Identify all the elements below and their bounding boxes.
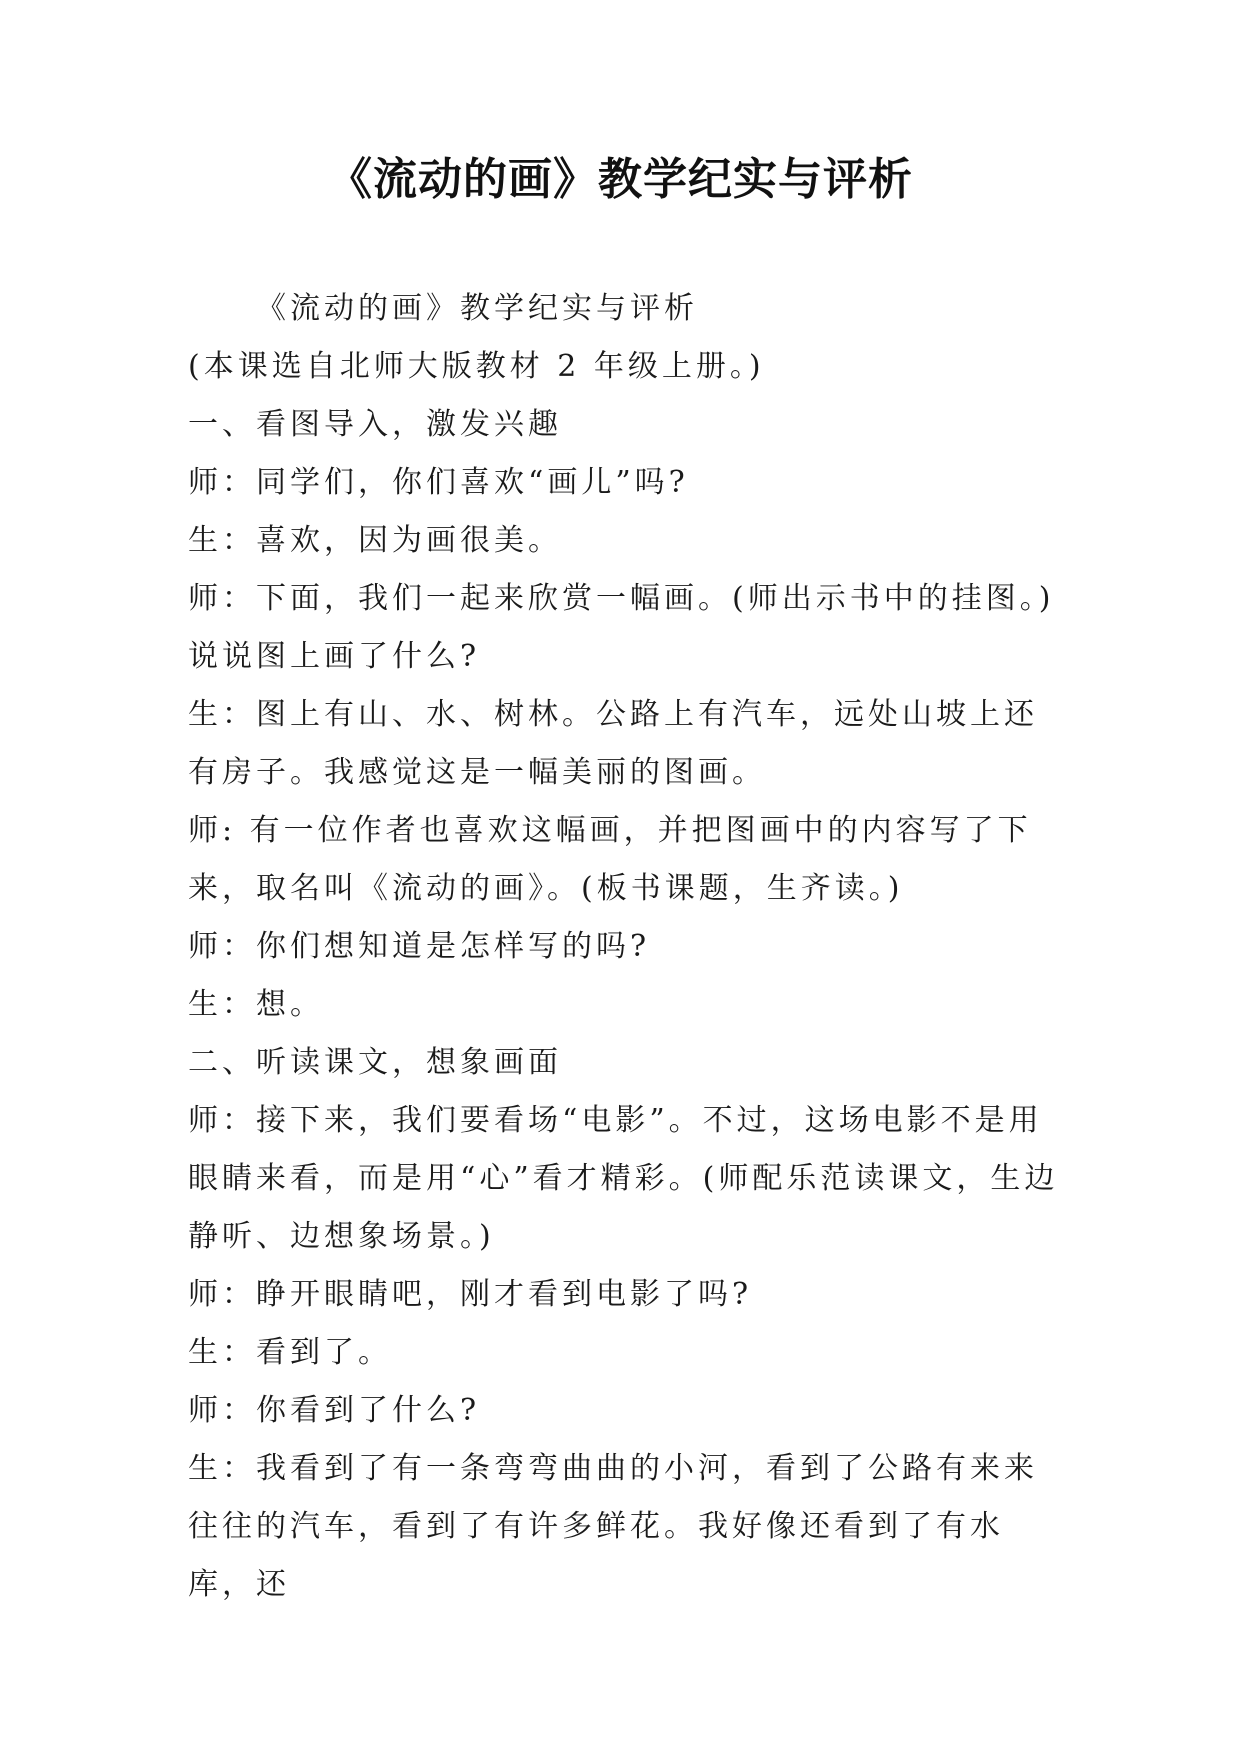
body-paragraph: 师：同学们，你们喜欢“画儿”吗? bbox=[188, 465, 689, 500]
body-paragraph: 师：接下来，我们要看场“电影”。不过，这场电影不是用眼睛来看，而是用“心”看才精彩。(师配乐范读课文，生边静听、边想象场景。) bbox=[188, 1103, 1059, 1254]
body-subtitle: 《流动的画》教学纪实与评析 bbox=[256, 291, 698, 326]
body-paragraph: 师：睁开眼睛吧，刚才看到电影了吗? bbox=[188, 1277, 753, 1312]
body-paragraph: 师：你看到了什么? bbox=[188, 1393, 481, 1428]
body-paragraph: 师：下面，我们一起来欣赏一幅画。(师出示书中的挂图。)说说图上画了什么? bbox=[188, 581, 1055, 674]
body-paragraph: 师：你们想知道是怎样写的吗? bbox=[188, 929, 651, 964]
section-heading: 二、听读课文，想象画面 bbox=[188, 1045, 562, 1080]
body-paragraph: 师: 有一位作者也喜欢这幅画，并把图画中的内容写了下来，取名叫《流动的画》。(板书课题，生齐读。) bbox=[188, 813, 1032, 906]
body-paragraph: 生：图上有山、水、树林。公路上有汽车，远处山坡上还有房子。我感觉这是一幅美丽的图画。 bbox=[188, 697, 1038, 790]
body-paragraph: 生：看到了。 bbox=[188, 1335, 392, 1370]
body-paragraph: (本课选自北师大版教材 2 年级上册。) bbox=[188, 349, 765, 384]
body-paragraph: 生：想。 bbox=[188, 987, 324, 1022]
document-title: 《流动的画》教学纪实与评析 bbox=[328, 154, 913, 205]
body-paragraph: 生：我看到了有一条弯弯曲曲的小河，看到了公路有来来往往的汽车，看到了有许多鲜花。我好像还看到了有水库，还 bbox=[188, 1451, 1038, 1602]
body-paragraph: 生：喜欢，因为画很美。 bbox=[188, 523, 562, 558]
document-body bbox=[188, 280, 1068, 1614]
section-heading: 一、看图导入，激发兴趣 bbox=[188, 407, 562, 442]
